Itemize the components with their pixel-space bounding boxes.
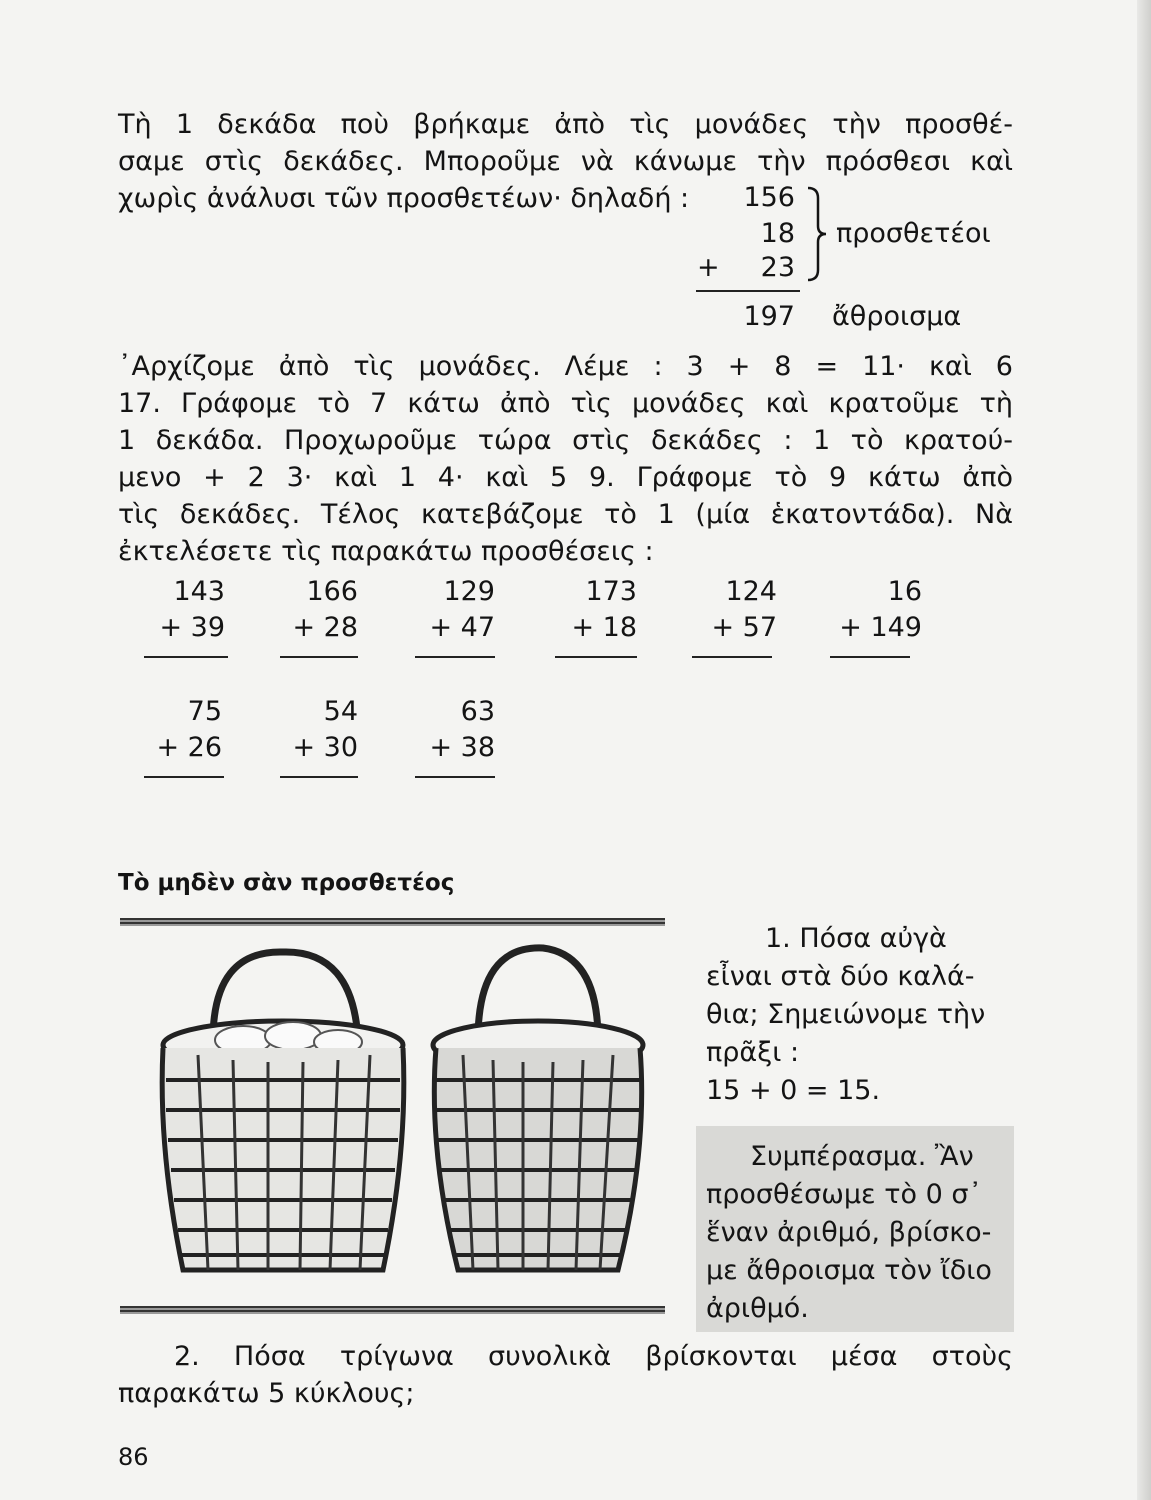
exercise-top: 124 [725,576,777,607]
explanation-line: 1 δεκάδα. Προχωροῦμε τώρα στὶς δεκάδες : 1 τὸ κρατού- [118,425,1013,456]
exercise-top: 129 [443,576,495,607]
exercise-top: 16 [887,576,922,607]
question1-line: εἶναι στὰ δύο καλά- [706,961,975,992]
addend-3: 23 [760,252,795,283]
conclusion-line: ἀριθμό. [706,1293,809,1324]
question1-line: 1. Πόσα αὐγὰ [765,923,947,954]
conclusion-text [706,1138,1010,1328]
question2-line: παρακάτω 5 κύκλους; [118,1378,415,1409]
egg-baskets-illustration [118,930,678,1300]
exercise-bottom: + 57 [711,612,777,643]
sum-value: 197 [743,301,795,332]
exercise-top: 63 [460,696,495,727]
intro-line: χωρὶς ἀνάλυσι τῶν προσθετέων· δηλαδή : [118,183,690,214]
conclusion-line: προσθέσωμε τὸ 0 σ᾿ [706,1179,982,1210]
addends-label: προσθετέοι [836,218,991,249]
exercise-rule [415,776,495,778]
exercise-rule [144,776,224,778]
exercise-top: 173 [585,576,637,607]
exercise-bottom: + 28 [292,612,358,643]
exercise-rule [144,656,228,658]
plus-sign: + [697,252,720,283]
exercise-rule [415,656,495,658]
empty-basket-icon [433,948,643,1270]
explanation-paragraph [118,348,1013,570]
exercise-top: 75 [187,696,222,727]
exercise-bottom: + 39 [159,612,225,643]
addend-2: 18 [760,218,795,249]
question2-paragraph [118,1338,1013,1412]
intro-paragraph [118,106,1013,217]
question1-line: θια; Σημειώνομε τὴν [706,999,986,1030]
exercise-bottom: + 38 [429,732,495,763]
exercise-top: 54 [323,696,358,727]
conclusion-line: Συμπέρασμα. Ἂν [750,1141,974,1172]
exercise-top: 166 [306,576,358,607]
exercise-bottom: + 18 [571,612,637,643]
exercise-rule [692,656,772,658]
illustration-top-bar [120,918,665,926]
question1-line: πρᾶξι : [706,1037,800,1068]
explanation-line: ᾿Αρχίζομε ἀπὸ τὶς μονάδες. Λέμε : 3 + 8 = 11· καὶ 6 [118,351,1013,382]
conclusion-line: ἕναν ἀριθμό, βρίσκο- [706,1217,992,1248]
page-number: 86 [118,1443,149,1471]
right-brace-icon [806,186,828,282]
exercise-rule [280,656,358,658]
intro-line: Τὴ 1 δεκάδα ποὺ βρήκαμε ἀπὸ τὶς μονάδες τὴν προσθέ- [118,109,1013,140]
explanation-line: τὶς δεκάδες. Τέλος κατεβάζομε τὸ 1 (μία ἑκατοντάδα). Νὰ [118,499,1013,530]
exercise-rule [830,656,910,658]
conclusion-line: με ἄθροισμα τὸν ἴδιο [706,1255,992,1286]
explanation-line: μενο + 2 3· καὶ 1 4· καὶ 5 9. Γράφομε τὸ 9 κάτω ἀπὸ [118,462,1013,493]
explanation-line: ἐκτελέσετε τὶς παρακάτω προσθέσεις : [118,536,654,567]
exercise-bottom: + 149 [839,612,922,643]
section-heading: Τὸ μηδὲν σὰν προσθετέος [118,870,455,896]
question2-line: 2. Πόσα τρίγωνα συνολικὰ βρίσκονται μέσα στοὺς [174,1341,1013,1372]
exercise-rule [555,656,637,658]
exercise-rule [280,776,358,778]
intro-line: σαμε στὶς δεκάδες. Μποροῦμε νὰ κάνωμε τὴν πρόσθεσι καὶ [118,146,1013,177]
exercise-top: 143 [173,576,225,607]
sum-rule [696,290,800,292]
page-edge-shadow [1137,0,1151,1500]
explanation-line: 17. Γράφομε τὸ 7 κάτω ἀπὸ τὶς μονάδες καὶ κρατοῦμε τὴ [118,388,1013,419]
exercise-bottom: + 30 [292,732,358,763]
sum-label: ἄθροισμα [832,301,962,332]
question1-line: 15 + 0 = 15. [706,1075,881,1106]
exercise-bottom: + 47 [429,612,495,643]
exercise-bottom: + 26 [156,732,222,763]
illustration-bottom-bar [120,1306,665,1314]
basket-with-eggs-icon [162,952,404,1270]
addend-1: 156 [743,182,795,213]
